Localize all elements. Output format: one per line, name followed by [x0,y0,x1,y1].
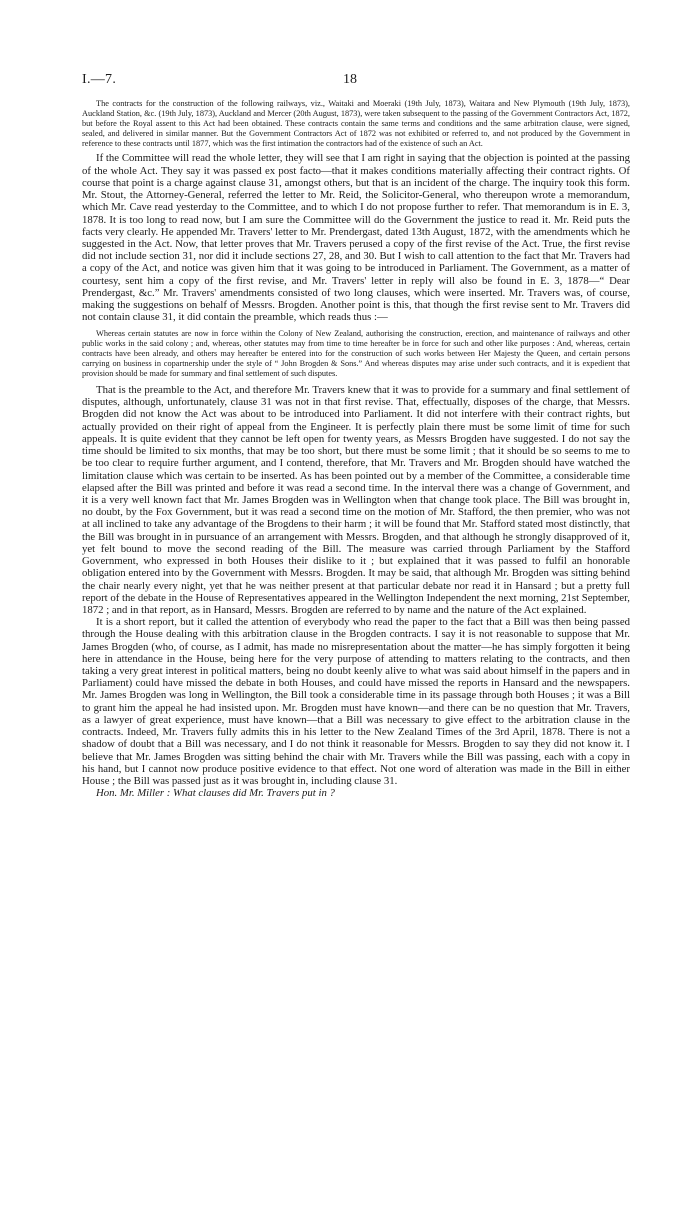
paragraph-preamble-argument: That is the preamble to the Act, and therefore Mr. Travers knew that it was to provide for a summary and final settlement of disputes, although, unfortunately, clause 31 was not in that first revise. That, effectually, disposes of the charge, that Messrs. Brogden did not know the Act was about to be introduced into Parliament. It did not interfere with their contract rights, but actually provided on their right of appeal from the Engineer. It is perfectly plain there must be some limit of time for such appeals. It is quite evident that they cannot be left open for twenty years, as Messrs Brogden have suggested. I do not say the time should be limited to six months, that may be too short, but there must be some limit ; that it should be so seems to me to be too clear to require further argument, and I contend, therefore, that Mr. Travers and Mr. Brogden should have watched the limitation clause which was certain to be inserted. As has been pointed out by a member of the Committee, a considerable time elapsed after the Bill was printed and before it was read a second time. In the interval there was a change of Government, and it is a very well known fact that Mr. James Brogden was in Wellington when that change took place. The Bill was brought in, no doubt, by the Fox Government, but it was read a second time on the motion of Mr. Stafford, the then premier, who was not at all inclined to take any advantage of the Brogdens to their harm ; it will be found that Mr. Stafford stated most distinctly, that the Bill was brought in in pursuance of an arrangement with Messrs. Brogden, and that although he strongly disapproved of it, yet felt bound to move the second reading of the Bill. The measure was carried through Parliament by the Stafford Government, who expressed in both Houses their dislike to it ; but explained that it was passed to fulfil an honorable obligation entered into by the Government with Messrs. Brogden. It may be said, that although Mr. Brogden was sitting behind the chair nearly every night, yet that he was neither present at that particular debate nor read it in Hansard ; but a pretty full report of the debate in the House of Representatives appeared in the Wellington Independent the next morning, 21st September, 1872 ; and in that report, as in Hansard, Messrs. Brogden are referred to by name and the nature of the Act explained. [82,384,630,616]
page-body [82,99,630,799]
paper-reference: I.—7. [82,72,117,87]
footnote-text: The contracts for the construction of the following railways, viz., Waitaki and Moeraki (19th July, 1873), Waitara and New Plymouth (19th July, 1873), Auckland Station, &c. (19th July, 1873), Auckland and Mercer (20th August, 1873), were taken subsequent to the passing of the Government Contractors Act, 1872, but before the Royal assent to this Act had been obtained. These contracts contain the same terms and conditions and the same arbitration clause, were signed, sealed, and delivered in similar manner. But the Government Contractors Act of 1872 was not exhibited or referred to, and not produced by the Government in reference to these contracts until 1877, which was the first intimation the contractors had of the existence of such an Act. [82,99,630,149]
paragraph-letter: If the Committee will read the whole letter, they will see that I am right in saying that the objection is pointed at the passing of the whole Act. They say it was passed ex post facto—that it makes conditions materially affecting their contract rights. Of course that point is a charge against clause 31, amongst others, but that is an incident of the charge. The inquiry took this form. Mr. Stout, the Attorney-General, referred the letter to Mr. Reid, the Solicitor-General, who thereupon wrote a memorandum, which Mr. Cave read yesterday to the Committee, and to which I do not propose further to refer. That memorandum is in E. 3, 1878. It is too long to read now, but I am sure the Committee will do the Government the justice to read it. Mr. Reid puts the facts very clearly. He appended Mr. Travers' letter to Mr. Prendergast, dated 13th August, 1872, with the amendments which he suggested in the Act. Now, that letter proves that Mr. Travers perused a copy of the first revise of the Act. True, the first revise did not include section 31, nor did it include sections 27, 28, and 30. But I wish to call attention to the fact that Mr. Travers had a copy of the Act, and notice was given him that it was going to be introduced in Parliament. The Government, as a matter of courtesy, sent him a copy of the first revise, and Mr. Travers' letter in reply will also be found in E. 3, 1878—“ Dear Prendergast, &c.” Mr. Travers' amendments consisted of two long clauses, which were inserted. Mr. Travers was, of course, making the suggestions on behalf of Messrs. Brogden. Another point is this, that though the first revise sent to Mr. Travers did not contain clause 31, it did contain the preamble, which reads thus :— [82,152,630,324]
paragraph-short-report: It is a short report, but it called the attention of everybody who read the paper to the fact that a Bill was then being passed through the House dealing with this arbitration clause in the Brogden contracts. I say it is not reasonable to suppose that Mr. James Brogden (who, of course, as I admit, has made no misrepresentation about the matter—he has simply forgotten it being here in attendance in the House, being here for the very purpose of attending to matters relating to the contracts, and then taking a very great interest in political matters, being no doubt keenly alive to what was said about himself in the papers and in Parliament) could have missed the debate in both Houses, and could have missed the reports in Hansard and the newspapers. Mr. James Brogden was long in Wellington, the Bill took a considerable time in its passage through both Houses ; it was a Bill to grant him the appeal he had insisted upon. Mr. Brogden must have known—and there can be no question that Mr. Travers, as a lawyer of great experience, must have known—that a Bill was necessary to give effect to the arbitration clause in the contracts. Indeed, Mr. Travers fully admits this in his letter to the New Zealand Times of the 3rd April, 1878. There is not a shadow of doubt that a Bill was necessary, and I do not think it reasonable for Messrs. Brogden to say they did not know it. I believe that Mr. James Brogden was sitting behind the chair with Mr. Travers while the Bill was passing, each with a copy in his hand, but I cannot now produce positive evidence to that effect. Not one word of alteration was made in the Bill in either House ; the Bill was passed just as it was brought in, including clause 31. [82,616,630,787]
page-number: 18 [343,72,357,87]
preamble-quote [82,329,630,379]
footnote-contracts [82,99,630,149]
speech-block-1 [82,152,630,323]
speech-block-2 [82,384,630,799]
preamble-text: Whereas certain statutes are now in force within the Colony of New Zealand, authorising the construction, erection, and maintenance of railways and other public works in the said colony ; and, whereas, other statutes may from time to time hereafter be in force for such and other like purposes : And, whereas, certain contracts have been already, and others may hereafter be entered into for the construction of such works between Her Majesty the Queen, and certain persons carrying on business in copartnership under the style of “ John Brogden & Sons.” And whereas disputes may arise under such contracts, and it is expedient that provision should be made for summary and final settlement of such disputes. [82,328,630,378]
question-miller: Hon. Mr. Miller : What clauses did Mr. Travers put in ? [96,787,335,800]
